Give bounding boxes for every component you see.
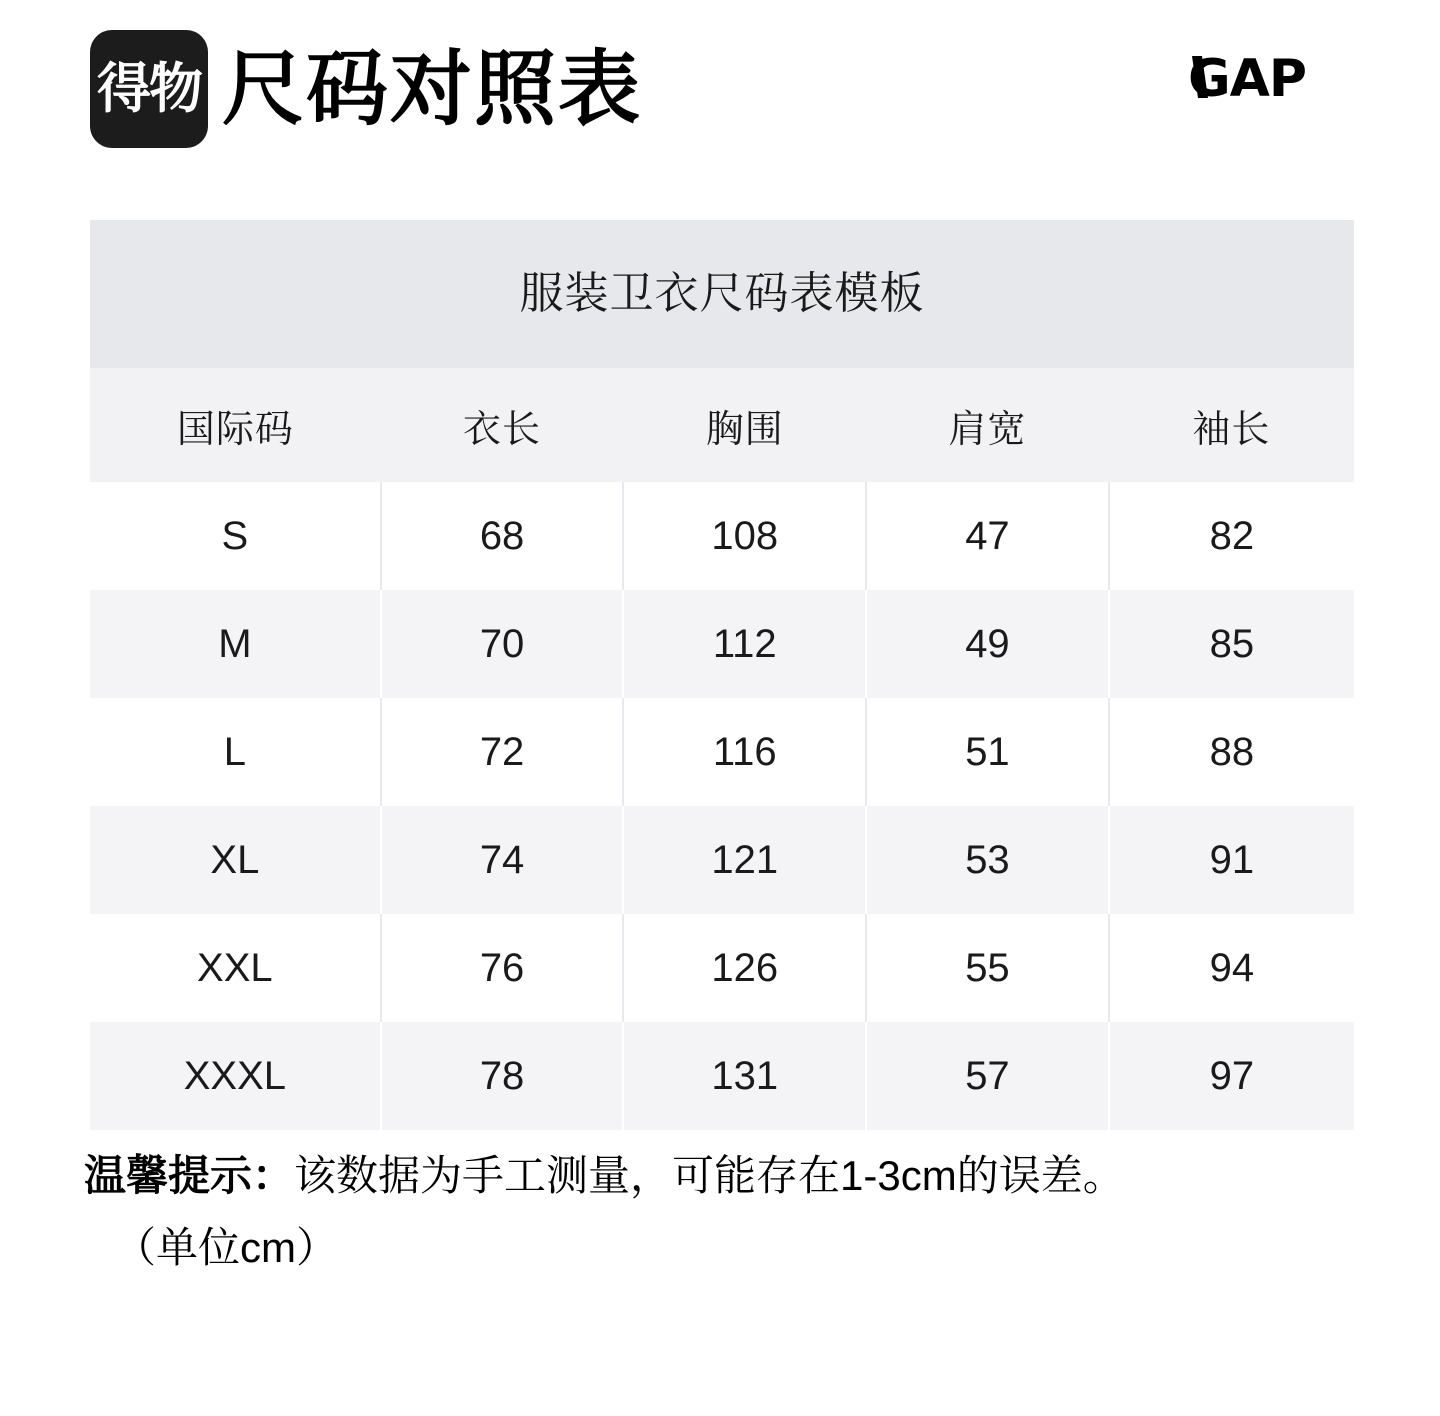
cell-size: XL <box>90 806 381 914</box>
column-header-length: 衣长 <box>381 368 624 482</box>
cell-size: XXL <box>90 914 381 1022</box>
cell-length: 74 <box>381 806 624 914</box>
cell-shoulder: 57 <box>866 1022 1109 1130</box>
page-header <box>0 0 1440 200</box>
cell-size: L <box>90 698 381 806</box>
column-header-size: 国际码 <box>90 368 381 482</box>
cell-sleeve: 97 <box>1109 1022 1354 1130</box>
note-label: 温馨提示： <box>84 1152 295 1199</box>
cell-bust: 116 <box>623 698 866 806</box>
cell-sleeve: 88 <box>1109 698 1354 806</box>
table-row <box>90 1022 1354 1130</box>
cell-length: 78 <box>381 1022 624 1130</box>
note-text: 该数据为手工测量，可能存在1-3cm的误差。 <box>294 1152 1125 1199</box>
page-title: 尺码对照表 <box>222 42 643 137</box>
cell-sleeve: 94 <box>1109 914 1354 1022</box>
note-line-primary <box>84 1140 1374 1212</box>
cell-bust: 131 <box>623 1022 866 1130</box>
table-header-row <box>90 368 1354 482</box>
cell-shoulder: 55 <box>866 914 1109 1022</box>
cell-bust: 126 <box>623 914 866 1022</box>
dewu-badge <box>90 30 208 148</box>
table-row <box>90 590 1354 698</box>
cell-sleeve: 82 <box>1109 482 1354 590</box>
table-row <box>90 698 1354 806</box>
cell-size: S <box>90 482 381 590</box>
measurement-note <box>84 1140 1374 1284</box>
cell-shoulder: 47 <box>866 482 1109 590</box>
column-header-bust: 胸围 <box>623 368 866 482</box>
cell-size: M <box>90 590 381 698</box>
note-unit: （单位cm） <box>114 1224 338 1271</box>
column-header-shoulder: 肩宽 <box>866 368 1109 482</box>
cell-length: 72 <box>381 698 624 806</box>
cell-bust: 121 <box>623 806 866 914</box>
size-table-caption: 服装卫衣尺码表模板 <box>90 220 1354 368</box>
size-table-container <box>90 220 1354 1130</box>
cell-shoulder: 49 <box>866 590 1109 698</box>
dewu-badge-label: 得物 <box>97 57 201 120</box>
column-header-sleeve: 袖长 <box>1109 368 1354 482</box>
cell-length: 68 <box>381 482 624 590</box>
gap-logo-icon <box>1188 46 1318 108</box>
table-row <box>90 482 1354 590</box>
cell-size: XXXL <box>90 1022 381 1130</box>
cell-bust: 112 <box>623 590 866 698</box>
cell-sleeve: 91 <box>1109 806 1354 914</box>
cell-shoulder: 51 <box>866 698 1109 806</box>
cell-length: 76 <box>381 914 624 1022</box>
svg-text:GAP: GAP <box>1188 49 1307 108</box>
size-table-body <box>90 482 1354 1130</box>
table-row <box>90 806 1354 914</box>
size-table <box>90 220 1354 1130</box>
cell-bust: 108 <box>623 482 866 590</box>
cell-length: 70 <box>381 590 624 698</box>
table-row <box>90 914 1354 1022</box>
cell-shoulder: 53 <box>866 806 1109 914</box>
cell-sleeve: 85 <box>1109 590 1354 698</box>
